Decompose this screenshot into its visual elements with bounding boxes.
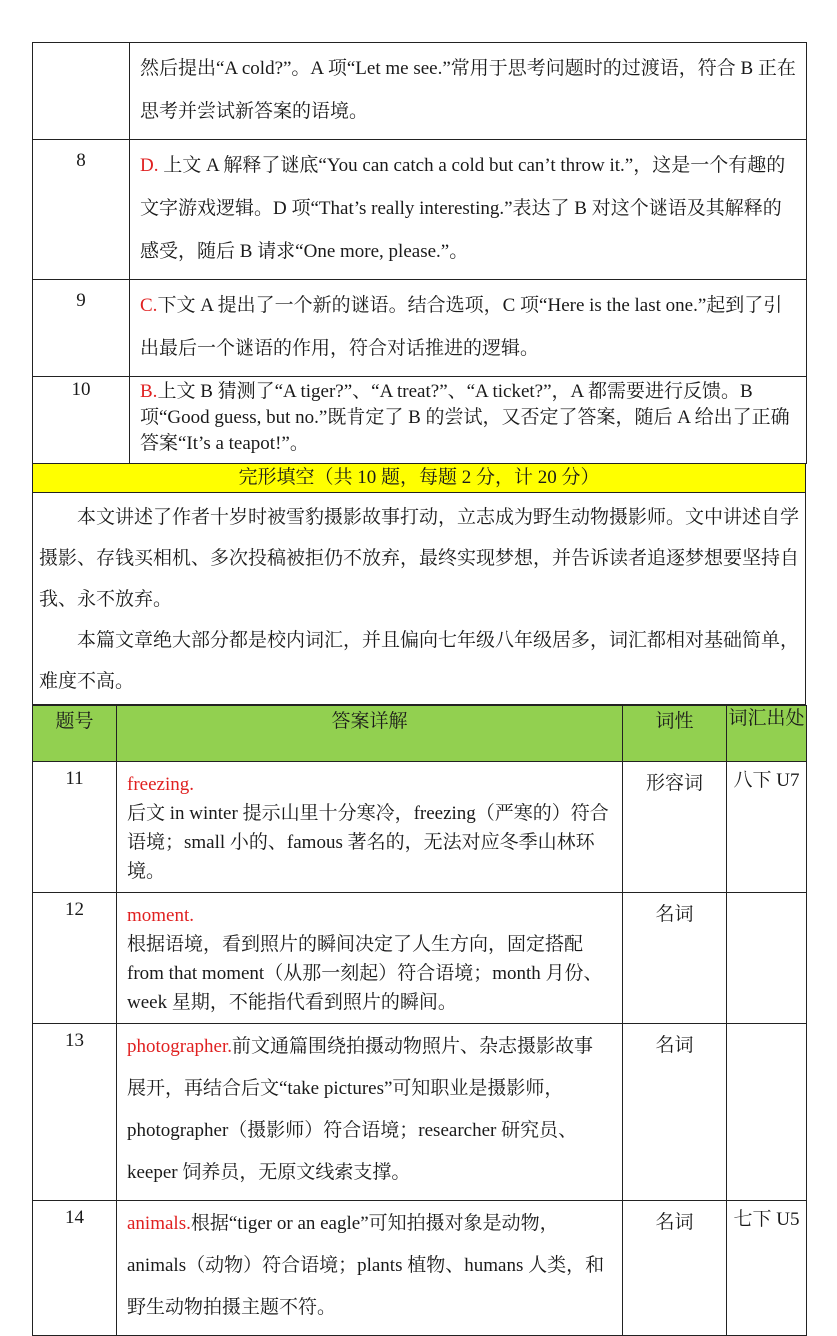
summary-paragraph: 本文讲述了作者十岁时被雪豹摄影故事打动，立志成为野生动物摄影师。文中讲述自学摄影、存钱买相机、多次投稿被拒仍不放弃，最终实现梦想，并告诉读者追逐梦想要坚持自我、永不放弃。 (39, 507, 800, 610)
header-source: 词汇出处 (727, 706, 807, 762)
part-of-speech: 名词 (623, 1024, 727, 1201)
table-row (33, 43, 807, 140)
answer-letter: D. (140, 155, 159, 176)
answer-word: photographer. (127, 1036, 233, 1057)
header-detail: 答案详解 (117, 706, 623, 762)
vocabulary-paragraph: 本篇文章绝大部分都是校内词汇，并且偏向七年级八年级居多，词汇都相对基础简单，难度不高。 (39, 630, 800, 692)
explanation-text: 根据语境，看到照片的瞬间决定了人生方向，固定搭配 from that moment（从那一刻起）符合语境；month 月份、week 星期，不能指代看到照片的瞬间。 (127, 934, 603, 1013)
table-row (33, 1024, 807, 1201)
section-banner: 完形填空（共 10 题，每题 2 分，计 20 分） (32, 464, 806, 493)
table-row (33, 893, 807, 1024)
answer-explanation (117, 1024, 623, 1201)
table-row (33, 1201, 807, 1336)
passage-summary (32, 493, 806, 705)
table-row (33, 762, 807, 893)
question-number: 8 (33, 140, 130, 280)
header-pos: 词性 (623, 706, 727, 762)
explanation-text: 下文 A 提出了一个新的谜语。结合选项，C 项“Here is the last one.”起到了引出最后一个谜语的作用，符合对话推进的逻辑。 (140, 295, 783, 359)
question-number: 14 (33, 1201, 117, 1336)
answer-word: freezing. (127, 774, 194, 795)
answer-explanation (130, 43, 807, 140)
answer-explanation (117, 1201, 623, 1336)
question-number (33, 43, 130, 140)
answer-explanation (130, 377, 807, 464)
explanation-text: 根据“tiger or an eagle”可知拍摄对象是动物，animals（动物）符合语境；plants 植物、humans 人类，和野生动物拍摄主题不符。 (127, 1213, 605, 1318)
vocab-source: 八下 U7 (727, 762, 807, 893)
explanation-text: 上文 A 解释了谜底“You can catch a cold but can’t throw it.”，这是一个有趣的文字游戏逻辑。D 项“That’s really interesting.”表达了 B 对这个谜语及其解释的感受，随后 B 请求“One more, please.”。 (140, 155, 786, 262)
question-number: 9 (33, 280, 130, 377)
dialogue-answer-table (32, 42, 807, 464)
answer-explanation (130, 140, 807, 280)
explanation-text: 后文 in winter 提示山里十分寒冷，freezing（严寒的）符合语境；small 小的、famous 著名的，无法对应冬季山林环境。 (127, 803, 609, 882)
cloze-answer-table (32, 705, 807, 1336)
part-of-speech: 名词 (623, 1201, 727, 1336)
question-number: 10 (33, 377, 130, 464)
explanation-text: 然后提出“A cold?”。A 项“Let me see.”常用于思考问题时的过渡语，符合 B 正在思考并尝试新答案的语境。 (140, 58, 796, 122)
answer-letter: B. (140, 381, 158, 402)
answer-letter: C. (140, 295, 158, 316)
table-row (33, 140, 807, 280)
part-of-speech: 形容词 (623, 762, 727, 893)
part-of-speech: 名词 (623, 893, 727, 1024)
vocab-source (727, 893, 807, 1024)
answer-explanation (117, 893, 623, 1024)
question-number: 12 (33, 893, 117, 1024)
answer-word: moment. (127, 905, 195, 926)
question-number: 13 (33, 1024, 117, 1201)
answer-explanation (130, 280, 807, 377)
table-row (33, 377, 807, 464)
vocab-source (727, 1024, 807, 1201)
explanation-text: 前文通篇围绕拍摄动物照片、杂志摄影故事展开，再结合后文“take pictures”可知职业是摄影师，photographer（摄影师）符合语境；researcher 研究员、keeper 饲养员，无原文线索支撑。 (127, 1036, 594, 1183)
table-header-row (33, 706, 807, 762)
answer-document (32, 42, 806, 1336)
vocab-source: 七下 U5 (727, 1201, 807, 1336)
answer-word: animals. (127, 1213, 191, 1234)
answer-explanation (117, 762, 623, 893)
question-number: 11 (33, 762, 117, 893)
header-number: 题号 (33, 706, 117, 762)
table-row (33, 280, 807, 377)
explanation-text: 上文 B 猜测了“A tiger?”、“A treat?”、“A ticket?”，A 都需要进行反馈。B 项“Good guess, but no.”既肯定了 B 的尝试，又否定了答案，随后 A 给出了正确答案“It’s a teapot!”。 (140, 381, 790, 454)
